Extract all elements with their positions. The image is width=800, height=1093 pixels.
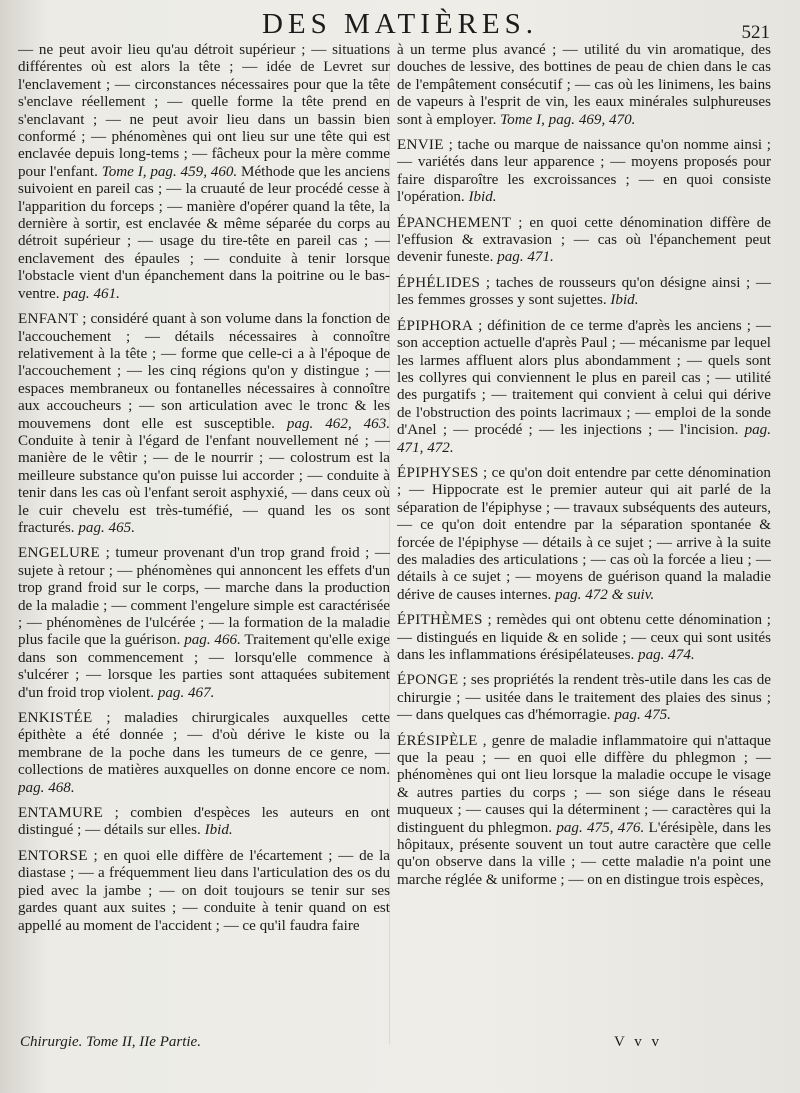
entry-continuation: L'érésipèle, dans les hôpitaux, présente souvent un tout autre caractère que celle qu'on observe dans la ville ; — cette maladie n'a point une marche réglée & uniforme ; — on en distingue trois espèces, xyxy=(397,819,771,888)
entry-text: à un terme plus avancé ; — utilité du vin aromatique, des douches de lessive, des bottines de peau de chien dans le cas de l'empâtement consécutif ; — cas où les linimens, les bains de vapeurs à l'esprit de vin, les eaux minérales sulphureuses sont à employer. xyxy=(397,42,771,128)
entry-headword: ÉPANCHEMENT xyxy=(397,214,512,231)
index-entry xyxy=(18,42,390,303)
index-entry xyxy=(18,710,390,797)
entry-headword: ENFANT xyxy=(18,311,79,328)
index-entry xyxy=(397,318,771,457)
entry-reference: pag. 461. xyxy=(63,285,120,302)
entry-headword: ÉRÉSIPÈLE xyxy=(397,732,478,749)
entry-text: ; combien d'espèces les auteurs en ont distingué ; — détails sur elles. xyxy=(18,805,390,839)
entry-reference: pag. 471. xyxy=(497,249,554,266)
index-entry xyxy=(18,805,390,840)
entry-text: ; remèdes qui ont obtenu cette dénomination ; — distingués en liquide & en solide ; — ceux qui sont usités dans les inflammations érésipélateuses. xyxy=(397,612,771,663)
index-entry xyxy=(397,275,771,310)
page-number: 521 xyxy=(741,22,770,43)
index-entry xyxy=(397,612,771,664)
entry-reference: pag. 475. xyxy=(614,707,671,724)
left-column xyxy=(18,42,390,1052)
entry-reference: pag. 474. xyxy=(638,647,695,663)
entry-reference: pag. 465. xyxy=(78,519,135,536)
entry-reference: Tome I, pag. 459, 460. xyxy=(101,163,238,180)
entry-reference: Tome I, pag. 469, 470. xyxy=(500,111,636,128)
entry-continuation: Traitement qu'elle exige dans son commencement ; — lorsqu'elle commence à s'ulcérer ; — lorsque les parties sont attaquées subitement d'un froid trop violent. xyxy=(18,632,390,701)
entry-text: ; ce qu'on doit entendre par cette dénomination ; — Hippocrate est le premier auteur qui ait parlé de la séparation de l'épiphyse ; — travaux subséquents des auteurs, — ce qu'on doit entendre par la séparation spontanée & forcée de l'épiphyse — détails à ce sujet ; — arrive à la suite des maladies des articulations ; — cas où la forcée a lieu ; — détails à ce sujet ; — moyens de guérison quand la maladie dérive de causes internes. xyxy=(397,464,771,603)
entry-headword: ENTAMURE xyxy=(18,805,104,822)
entry-headword: ENVIE xyxy=(397,137,444,154)
index-entry xyxy=(18,545,390,702)
entry-reference: pag. 471, 472. xyxy=(397,422,771,456)
entry-text: ; maladies chirurgicales auxquelles cette épithète a été donnée ; — d'où dérive le kiste ou la membrane de la poche dans les tumeurs de ce genre, — collections de matières auxquelles on donne encore ce nom. xyxy=(18,710,390,779)
entry-reference: Ibid. xyxy=(610,292,639,309)
entry-reference: pag. 472 & suiv. xyxy=(555,586,655,603)
footer-volume-line: Chirurgie. Tome II, IIe Partie. xyxy=(20,1034,201,1050)
index-entry xyxy=(397,733,771,890)
entry-headword: ÉPHÉLIDES xyxy=(397,274,481,291)
entry-text: ; taches de rousseurs qu'on désigne ainsi ; — les femmes grosses y sont sujettes. xyxy=(397,274,771,309)
page-footer xyxy=(0,1034,800,1058)
running-title: DES MATIÈRES. xyxy=(261,8,539,40)
page-header xyxy=(0,8,800,44)
entry-headword: ÉPITHÈMES xyxy=(397,612,483,629)
entry-text: ; en quoi elle diffère de l'écartement ; — de la diastase ; — a fréquemment lieu dans l'articulation des os du pied avec la jambe ; — on doit toujours se tenir sur ses gardes quant aux suites ; — conduite à tenir quand on est appellé au moment de l'accident ; — ce qu'il faudra faire xyxy=(18,847,390,934)
entry-text: ; tumeur provenant d'un trop grand froid ; — sujete à retour ; — phénomènes qui annoncent les effets d'un trop grand froid sur le corps, — marche dans la production de la maladie ; — comment l'engelure simple est caractérisée ; — phénomènes de l'ulcérée ; — la formation de la maladie plus facile que la guérison. xyxy=(18,545,390,649)
entry-reference: Ibid. xyxy=(204,822,233,839)
entry-reference: Ibid. xyxy=(468,189,497,206)
entry-reference: pag. 462, 463. xyxy=(286,415,390,432)
index-entry xyxy=(397,672,771,724)
index-entry xyxy=(18,311,390,537)
entry-headword: ENGELURE xyxy=(18,545,101,562)
entry-continuation: Méthode que les anciens suivoient en pareil cas ; — la cruauté de leur procédé cesse à l'apparition du forceps ; — manière d'opérer quand la tête, la dernière à sortir, est enclavée & même séparée du corps au détroit supérieur ; — usage du tire-tête en pareil cas ; — enclavement des épaules ; — conduite à tenir lorsque l'obstacle vient d'un épanchement dans la poitrine ou le bas-ventre. xyxy=(18,163,390,302)
footer-signature-mark: V v v xyxy=(614,1034,663,1050)
index-entry xyxy=(397,137,771,207)
index-entry xyxy=(397,42,771,129)
entry-headword: ENTORSE xyxy=(18,847,88,864)
entry-headword: ÉPIPHORA xyxy=(397,317,474,334)
entry-text: ; tache ou marque de naissance qu'on nomme ainsi ; — variétés dans leur apparence ; — moyens proposés pour faire disparoître les excroissances ; — en quoi consiste l'opération. xyxy=(397,137,771,206)
entry-headword: ÉPIPHYSES xyxy=(397,464,479,481)
entry-text: ; ses propriétés la rendent très-utile dans les cas de chirurgie ; — usitée dans le traitement des plaies des sinus ; — dans quelques cas d'hémorragie. xyxy=(397,672,771,724)
entry-reference: pag. 466. xyxy=(184,632,241,649)
entry-reference: pag. 475, 476. xyxy=(556,819,645,836)
entry-continuation: Conduite à tenir à l'égard de l'enfant nouvellement né ; — manière de le vêtir ; — de le nourrir ; — colostrum est la meilleure substance qu'on puisse lui accorder ; — conduite à tenir dans les cas où l'enfant seroit asphyxié, — dans ceux où le cuir chevelu est très-tuméfié, — quand les os sont fracturés. xyxy=(18,432,390,536)
index-entry xyxy=(397,215,771,267)
index-entry xyxy=(18,848,390,935)
entry-text: — ne peut avoir lieu qu'au détroit supérieur ; — situations différentes où est alors la tête ; — idée de Levret sur l'enclavement ; — circonstances nécessaires pour que la tête s'enclave réellement ; — quelle forme la tête prend en s'enclavant ; — ne peut avoir lieu dans un bassin bien conformé ; — phénomènes qui ont lieu sur une tête qui est enclavée depuis long-tems ; — fâcheux pour la mère comme pour l'enfant. xyxy=(18,42,390,180)
right-column xyxy=(397,42,771,1052)
entry-headword: ÉPONGE xyxy=(397,672,459,689)
entry-headword: ENKISTÉE xyxy=(18,710,93,727)
index-entry xyxy=(397,465,771,604)
entry-text: ; en quoi cette dénomination diffère de l'effusion & extravasion ; — cas où l'épanchement peut devenir funeste. xyxy=(397,214,771,266)
entry-reference: pag. 468. xyxy=(18,779,75,796)
entry-text: ; considéré quant à son volume dans la fonction de l'accouchement ; — détails nécessaires à connoître relativement à la tête ; — forme que celle-ci a à l'époque de l'accouchement ; — les cinq régions qu'on y distingue ; — espaces membraneux ou fontanelles nécessaires à connoître aux accoucheurs ; — son articulation avec le tronc & les mouvemens dont elle est susceptible. xyxy=(18,311,390,432)
entry-text: , genre de maladie inflammatoire qui n'attaque que la peau ; — en quoi elle diffère du phlegmon ; — phénomènes qui ont lieu lorsque la maladie occupe le visage & autres parties du corps ; — son siége dans le réseau muqueux ; — causes qui la déterminent ; — caractères qui la distinguent du phlegmon. xyxy=(397,732,771,836)
entry-reference: pag. 467. xyxy=(157,684,215,701)
entry-text: ; définition de ce terme d'après les anciens ; — son acception actuelle d'après Paul ; — mécanisme par lequel les larmes affluent alors plus abondamment ; — quels sont les collyres qui conviennent le plus en pareil cas ; — utilité des purgatifs ; — traitement qui convient à celui qui dérive de l'obstruction des points lacrimaux ; — emploi de la sonde d'Anel ; — procédé ; — les injections ; — l'incision. xyxy=(397,317,771,439)
